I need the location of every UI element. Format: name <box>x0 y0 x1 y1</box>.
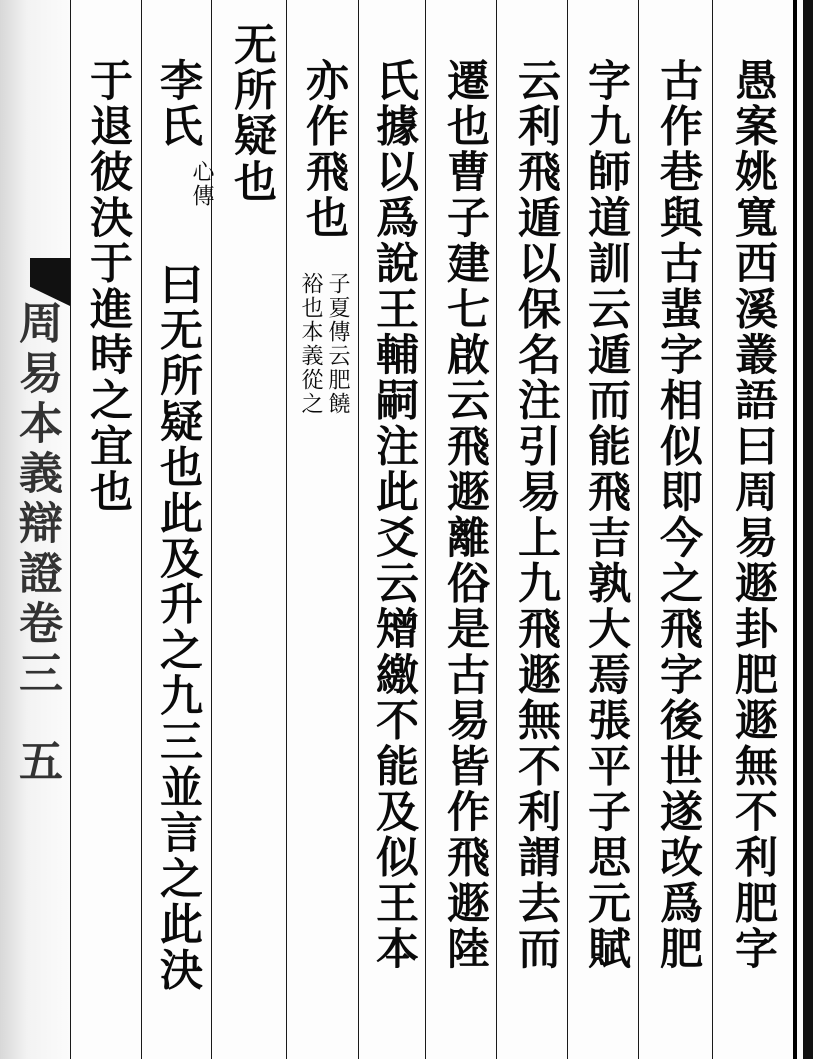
text-line-8: 无所疑也 <box>227 22 277 205</box>
text-line-5: 遷也曹子建七啟云飛遯離俗是古易皆作飛遯陸 <box>440 58 490 972</box>
column-rule <box>638 0 639 1059</box>
margin-title: 周易本義辯證卷三 <box>11 300 62 700</box>
column-rule <box>70 0 71 1059</box>
text-line-9b: 曰无所疑也此及升之九三並言之此決 <box>153 262 203 994</box>
text-line-4: 云利飛遁以保名注引易上九飛遯無不利謂去而 <box>511 58 561 972</box>
column-rule <box>358 0 359 1059</box>
column-rule <box>567 0 568 1059</box>
text-line-9a: 李氏 <box>153 58 203 150</box>
text-line-6: 氏據以爲說王輔嗣注此爻云矰繳不能及似王本 <box>369 58 419 972</box>
column-rule <box>286 0 287 1059</box>
column-rule <box>141 0 142 1059</box>
annotation-right: 子夏傳云肥饒 <box>325 272 350 416</box>
page-edge <box>803 0 813 1059</box>
column-rule <box>211 0 212 1059</box>
column-rule <box>425 0 426 1059</box>
column-rule <box>496 0 497 1059</box>
text-line-2: 古作巷與古蜚字相似即今之飛字後世遂改爲肥 <box>653 58 703 972</box>
column-rule <box>793 0 797 1059</box>
text-line-3: 字九師道訓云遁而能飛吉孰大焉張平子思元賦 <box>581 58 631 972</box>
author-annotation: 心傳 <box>189 160 214 208</box>
margin-page-number: 五 <box>11 738 62 788</box>
column-rule <box>712 0 713 1059</box>
fold-margin <box>0 0 70 1059</box>
text-line-10: 于退彼決于進時之宜也 <box>83 58 133 515</box>
annotation-left: 裕也本義從之 <box>298 272 323 416</box>
text-line-1: 愚案姚寬西溪叢語曰周易遯卦肥遯無不利肥字 <box>728 58 778 972</box>
fishtail-mark <box>30 258 70 306</box>
text-line-7: 亦作飛也 <box>299 58 349 241</box>
